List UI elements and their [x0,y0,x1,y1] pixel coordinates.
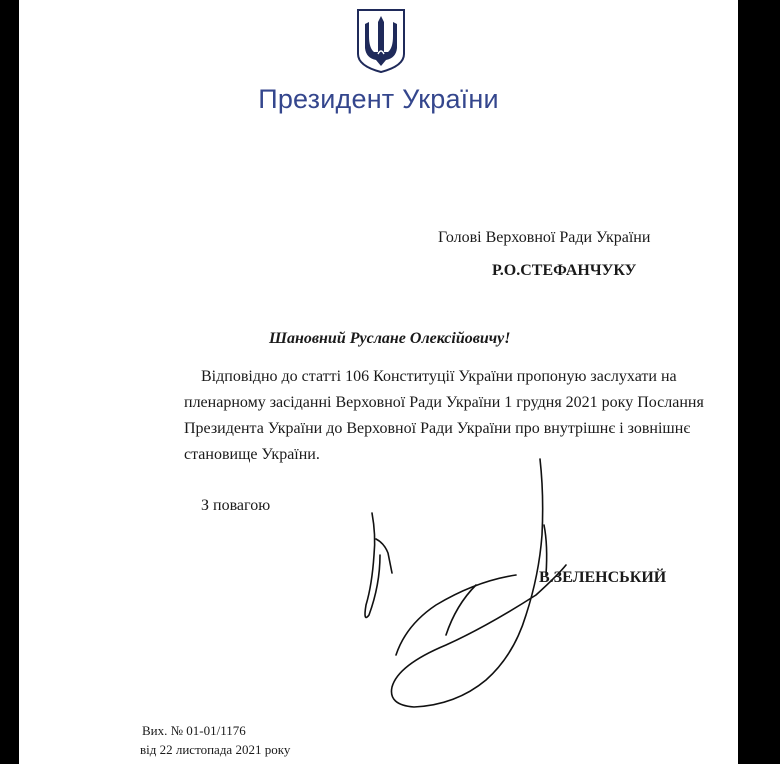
tryzub-coat-of-arms-icon [356,8,406,74]
outgoing-date: від 22 листопада 2021 року [140,742,291,757]
recipient-name: Р.О.СТЕФАНЧУКУ [492,262,637,279]
body-line: Відповідно до статті 106 Конституції України пропоную заслухати на [201,368,677,385]
signer-name: В.ЗЕЛЕНСЬКИЙ [539,569,667,586]
page-title: Президент України [258,84,499,114]
outgoing-number: Вих. № 01-01/1176 [142,723,246,738]
addressee-line: Голові Верховної Ради України [438,229,651,246]
letter-body [184,364,704,468]
body-line: Президента України до Верховної Ради України про внутрішнє і зовнішнє [184,420,691,437]
salutation: Шановний Руслане Олексійовичу! [269,330,511,347]
closing-line: З повагою [201,497,271,514]
body-line: становище України. [184,446,320,463]
letter-page [19,0,738,764]
body-line: пленарному засіданні Верховної Ради України 1 грудня 2021 року Послання [184,394,704,411]
